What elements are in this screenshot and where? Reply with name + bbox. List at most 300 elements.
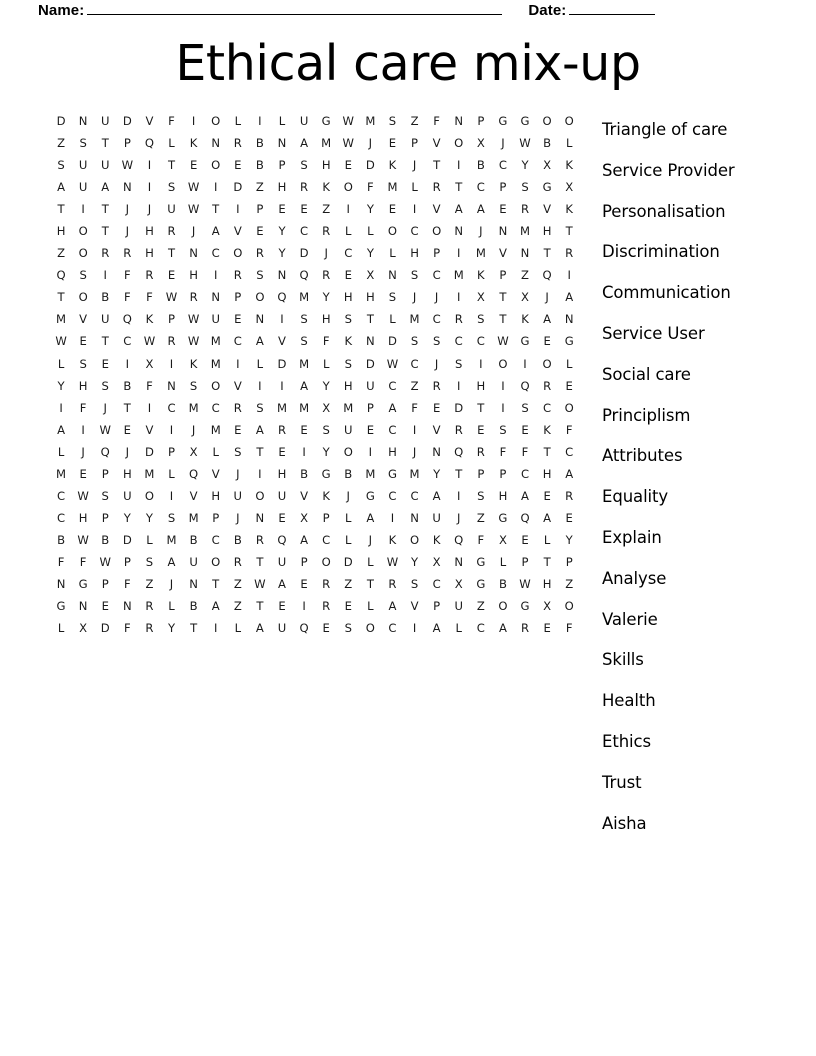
grid-cell[interactable]: R	[454, 312, 463, 327]
grid-cell[interactable]: S	[256, 400, 264, 415]
grid-cell[interactable]: C	[211, 400, 220, 415]
grid-cell[interactable]: V	[189, 488, 198, 503]
grid-cell[interactable]: T	[123, 400, 131, 415]
grid-cell[interactable]: Z	[344, 576, 353, 591]
grid-cell[interactable]: S	[344, 621, 352, 636]
grid-cell[interactable]: T	[190, 621, 198, 636]
grid-cell[interactable]: T	[101, 334, 109, 349]
grid-cell[interactable]: U	[233, 488, 243, 503]
grid-cell[interactable]: E	[234, 158, 242, 173]
grid-cell[interactable]: F	[146, 378, 153, 393]
grid-cell[interactable]: G	[542, 180, 552, 195]
grid-cell[interactable]: C	[498, 158, 507, 173]
grid-cell[interactable]: E	[300, 576, 308, 591]
grid-cell[interactable]: T	[167, 158, 176, 173]
grid-cell[interactable]: O	[78, 224, 88, 239]
grid-cell[interactable]: C	[476, 180, 485, 195]
grid-cell[interactable]: M	[210, 334, 221, 349]
grid-cell[interactable]: R	[432, 378, 441, 393]
grid-cell[interactable]: U	[78, 180, 88, 195]
grid-cell[interactable]: T	[366, 312, 374, 327]
grid-cell[interactable]: H	[388, 444, 397, 459]
grid-cell[interactable]: S	[521, 400, 529, 415]
grid-cell[interactable]: C	[410, 488, 419, 503]
grid-cell[interactable]: R	[233, 268, 242, 283]
grid-cell[interactable]: A	[101, 180, 110, 195]
grid-cell[interactable]: Y	[57, 378, 65, 393]
grid-cell[interactable]: W	[77, 532, 89, 547]
grid-cell[interactable]: B	[498, 576, 507, 591]
grid-cell[interactable]: A	[565, 290, 574, 305]
grid-cell[interactable]: T	[499, 312, 507, 327]
grid-cell[interactable]: D	[122, 114, 132, 128]
grid-cell[interactable]: G	[365, 488, 375, 503]
grid-cell[interactable]: K	[145, 312, 154, 327]
grid-cell[interactable]: V	[79, 312, 88, 327]
grid-cell[interactable]: X	[543, 158, 552, 173]
grid-cell[interactable]: K	[189, 136, 198, 151]
grid-cell[interactable]: C	[476, 334, 485, 349]
grid-cell[interactable]: A	[388, 599, 397, 614]
grid-cell[interactable]: H	[476, 378, 486, 393]
grid-cell[interactable]: S	[477, 488, 485, 503]
grid-cell[interactable]: F	[79, 554, 87, 569]
grid-cell[interactable]: T	[455, 180, 463, 195]
grid-cell[interactable]: F	[521, 444, 529, 459]
grid-cell[interactable]: R	[233, 400, 242, 415]
grid-cell[interactable]: L	[455, 621, 462, 636]
grid-cell[interactable]: K	[477, 268, 485, 283]
grid-cell[interactable]: K	[543, 422, 551, 437]
grid-cell[interactable]: F	[411, 400, 418, 415]
grid-cell[interactable]: C	[344, 246, 353, 261]
grid-cell[interactable]: O	[144, 488, 154, 503]
grid-cell[interactable]: R	[454, 422, 463, 437]
grid-cell[interactable]: T	[499, 290, 507, 305]
grid-cell[interactable]: X	[521, 290, 529, 305]
grid-cell[interactable]: U	[123, 488, 132, 503]
grid-cell[interactable]: M	[365, 114, 376, 128]
grid-cell[interactable]: R	[255, 532, 264, 547]
grid-cell[interactable]: W	[342, 114, 354, 128]
grid-cell[interactable]: O	[542, 114, 552, 128]
grid-cell[interactable]: C	[388, 422, 397, 437]
grid-cell[interactable]: B	[101, 532, 110, 547]
grid-cell[interactable]: Q	[542, 268, 552, 283]
grid-cell[interactable]: M	[188, 400, 199, 415]
grid-cell[interactable]: N	[189, 246, 198, 261]
grid-cell[interactable]: S	[145, 554, 154, 569]
grid-cell[interactable]: S	[432, 334, 441, 349]
word-list-item[interactable]: Ethics	[602, 731, 652, 751]
grid-cell[interactable]: E	[79, 466, 87, 481]
grid-cell[interactable]: Y	[433, 466, 441, 481]
grid-cell[interactable]: O	[233, 246, 243, 261]
grid-cell[interactable]: T	[57, 202, 65, 217]
grid-cell[interactable]: I	[368, 444, 373, 459]
grid-cell[interactable]: P	[411, 136, 419, 151]
word-list-item[interactable]: Skills	[602, 650, 644, 670]
grid-cell[interactable]: R	[255, 246, 264, 261]
grid-cell[interactable]: S	[79, 356, 87, 371]
grid-cell[interactable]: W	[386, 554, 399, 569]
grid-cell[interactable]: Z	[145, 576, 154, 591]
grid-cell[interactable]: R	[565, 246, 574, 261]
grid-cell[interactable]: G	[520, 599, 530, 614]
grid-cell[interactable]: E	[300, 422, 308, 437]
grid-cell[interactable]: J	[457, 510, 461, 525]
grid-cell[interactable]: I	[412, 621, 417, 636]
grid-cell[interactable]: E	[366, 422, 375, 437]
grid-cell[interactable]: O	[321, 554, 331, 569]
grid-cell[interactable]: H	[321, 158, 331, 173]
grid-cell[interactable]: M	[343, 400, 354, 415]
grid-cell[interactable]: J	[236, 510, 240, 525]
grid-cell[interactable]: I	[169, 488, 174, 503]
grid-cell[interactable]: P	[278, 158, 286, 173]
grid-cell[interactable]: T	[543, 246, 551, 261]
grid-cell[interactable]: T	[455, 466, 463, 481]
grid-cell[interactable]: C	[432, 576, 441, 591]
grid-cell[interactable]: L	[367, 599, 374, 614]
grid-cell[interactable]: P	[101, 466, 109, 481]
grid-cell[interactable]: U	[277, 554, 287, 569]
grid-cell[interactable]: O	[343, 180, 353, 195]
grid-cell[interactable]: F	[565, 621, 573, 636]
grid-cell[interactable]: Y	[145, 510, 153, 525]
grid-cell[interactable]: Z	[565, 576, 574, 591]
grid-cell[interactable]: B	[344, 466, 353, 481]
grid-cell[interactable]: S	[167, 510, 176, 525]
grid-cell[interactable]: Q	[520, 378, 530, 393]
grid-cell[interactable]: A	[278, 576, 286, 591]
grid-cell[interactable]: M	[409, 312, 420, 327]
grid-cell[interactable]: L	[389, 246, 396, 261]
grid-cell[interactable]: G	[520, 114, 530, 128]
grid-cell[interactable]: N	[78, 114, 88, 128]
grid-cell[interactable]: X	[476, 136, 485, 151]
grid-cell[interactable]: N	[167, 378, 176, 393]
grid-cell[interactable]: N	[454, 554, 464, 569]
grid-cell[interactable]: I	[479, 356, 483, 371]
grid-cell[interactable]: M	[210, 422, 221, 437]
grid-cell[interactable]: E	[101, 599, 109, 614]
grid-cell[interactable]: W	[99, 554, 111, 569]
grid-cell[interactable]: T	[256, 599, 264, 614]
grid-cell[interactable]: M	[144, 466, 155, 481]
grid-cell[interactable]: N	[122, 180, 132, 195]
grid-cell[interactable]: I	[280, 312, 284, 327]
grid-cell[interactable]: N	[189, 576, 198, 591]
grid-cell[interactable]: R	[277, 422, 287, 437]
grid-cell[interactable]: O	[542, 356, 552, 371]
grid-cell[interactable]: S	[322, 422, 330, 437]
grid-cell[interactable]: P	[234, 290, 242, 305]
grid-cell[interactable]: C	[233, 334, 242, 349]
grid-cell[interactable]: W	[519, 576, 531, 591]
grid-cell[interactable]: F	[123, 268, 131, 283]
grid-cell[interactable]: T	[167, 246, 176, 261]
grid-cell[interactable]: I	[81, 202, 85, 217]
grid-cell[interactable]: C	[388, 378, 397, 393]
grid-cell[interactable]: N	[498, 224, 508, 239]
grid-cell[interactable]: A	[521, 488, 529, 503]
grid-cell[interactable]: R	[322, 224, 331, 239]
grid-cell[interactable]: L	[322, 356, 330, 371]
grid-cell[interactable]: P	[477, 466, 485, 481]
grid-cell[interactable]: P	[101, 576, 109, 591]
grid-cell[interactable]: W	[77, 488, 89, 503]
grid-cell[interactable]: A	[543, 312, 552, 327]
grid-cell[interactable]: Y	[322, 290, 330, 305]
grid-cell[interactable]: V	[145, 114, 154, 128]
grid-cell[interactable]: O	[564, 114, 574, 128]
grid-cell[interactable]: I	[125, 356, 130, 371]
word-list-item[interactable]: Personalisation	[602, 201, 726, 221]
grid-cell[interactable]: M	[56, 466, 67, 481]
grid-cell[interactable]: M	[321, 136, 332, 151]
grid-cell[interactable]: M	[299, 400, 310, 415]
grid-cell[interactable]: C	[410, 224, 419, 239]
grid-cell[interactable]: L	[278, 114, 286, 128]
grid-cell[interactable]: I	[457, 290, 461, 305]
grid-cell[interactable]: M	[365, 466, 376, 481]
grid-cell[interactable]: U	[211, 312, 220, 327]
grid-cell[interactable]: T	[101, 202, 109, 217]
grid-cell[interactable]: O	[211, 114, 221, 128]
grid-cell[interactable]: L	[168, 466, 175, 481]
grid-cell[interactable]: H	[145, 224, 154, 239]
grid-cell[interactable]: O	[211, 554, 221, 569]
grid-cell[interactable]: N	[564, 312, 574, 327]
grid-cell[interactable]: P	[212, 510, 220, 525]
grid-cell[interactable]: N	[454, 114, 464, 128]
grid-cell[interactable]: W	[99, 422, 111, 437]
grid-cell[interactable]: R	[476, 444, 485, 459]
grid-cell[interactable]: R	[233, 136, 242, 151]
grid-cell[interactable]: V	[432, 136, 441, 151]
grid-cell[interactable]: T	[101, 224, 109, 239]
grid-cell[interactable]: L	[256, 356, 264, 371]
grid-cell[interactable]: A	[57, 422, 66, 437]
grid-cell[interactable]: X	[454, 576, 463, 591]
grid-cell[interactable]: H	[498, 488, 508, 503]
grid-cell[interactable]: U	[277, 488, 287, 503]
grid-cell[interactable]: I	[147, 158, 152, 173]
grid-cell[interactable]: S	[499, 422, 507, 437]
grid-cell[interactable]: V	[543, 202, 552, 217]
grid-cell[interactable]: O	[343, 444, 353, 459]
grid-cell[interactable]: H	[542, 466, 552, 481]
grid-cell[interactable]: W	[386, 356, 399, 371]
grid-cell[interactable]: A	[476, 202, 485, 217]
grid-cell[interactable]: I	[258, 378, 262, 393]
grid-cell[interactable]: S	[521, 180, 529, 195]
grid-cell[interactable]: H	[542, 224, 552, 239]
grid-cell[interactable]: Z	[57, 246, 66, 261]
grid-cell[interactable]: N	[78, 599, 88, 614]
grid-cell[interactable]: E	[565, 510, 573, 525]
grid-cell[interactable]: I	[457, 488, 461, 503]
grid-cell[interactable]: M	[210, 356, 221, 371]
grid-cell[interactable]: C	[388, 488, 397, 503]
grid-cell[interactable]: N	[432, 444, 441, 459]
grid-cell[interactable]: J	[103, 400, 107, 415]
grid-cell[interactable]: D	[100, 621, 110, 636]
grid-cell[interactable]: J	[545, 290, 549, 305]
grid-cell[interactable]: I	[457, 158, 461, 173]
grid-cell[interactable]: T	[256, 554, 264, 569]
grid-cell[interactable]: Q	[454, 532, 464, 547]
grid-cell[interactable]: R	[543, 378, 552, 393]
grid-cell[interactable]: R	[565, 488, 574, 503]
grid-cell[interactable]: B	[189, 532, 198, 547]
grid-cell[interactable]: M	[56, 312, 67, 327]
grid-cell[interactable]: H	[78, 510, 88, 525]
grid-cell[interactable]: F	[168, 114, 175, 128]
grid-cell[interactable]: V	[145, 422, 154, 437]
grid-cell[interactable]: Z	[476, 599, 485, 614]
grid-cell[interactable]: M	[299, 290, 310, 305]
grid-cell[interactable]: C	[300, 224, 309, 239]
grid-cell[interactable]: C	[388, 621, 397, 636]
word-list-item[interactable]: Trust	[602, 772, 642, 792]
grid-cell[interactable]: L	[345, 510, 352, 525]
grid-cell[interactable]: S	[477, 312, 485, 327]
grid-cell[interactable]: Y	[366, 202, 374, 217]
grid-cell[interactable]: J	[147, 202, 152, 217]
grid-cell[interactable]: J	[236, 466, 240, 481]
grid-cell[interactable]: C	[543, 400, 552, 415]
grid-cell[interactable]: W	[121, 158, 134, 173]
grid-cell[interactable]: F	[565, 422, 573, 437]
grid-cell[interactable]: U	[432, 510, 441, 525]
grid-cell[interactable]: A	[366, 510, 375, 525]
grid-cell[interactable]: U	[100, 114, 110, 128]
grid-cell[interactable]: H	[366, 290, 375, 305]
grid-cell[interactable]: M	[475, 246, 486, 261]
grid-cell[interactable]: J	[368, 136, 373, 151]
grid-cell[interactable]: D	[365, 158, 375, 173]
grid-cell[interactable]: Z	[255, 180, 264, 195]
grid-cell[interactable]: E	[278, 599, 286, 614]
grid-cell[interactable]: O	[365, 621, 375, 636]
grid-cell[interactable]: P	[366, 400, 374, 415]
grid-cell[interactable]: J	[324, 246, 328, 261]
grid-cell[interactable]: V	[278, 334, 286, 349]
word-list-item[interactable]: Analyse	[602, 568, 667, 588]
grid-cell[interactable]: A	[498, 621, 507, 636]
grid-cell[interactable]: H	[321, 312, 331, 327]
grid-cell[interactable]: Z	[233, 599, 242, 614]
grid-cell[interactable]: N	[277, 268, 287, 283]
grid-cell[interactable]: J	[368, 532, 373, 547]
grid-cell[interactable]: C	[167, 400, 176, 415]
grid-cell[interactable]: I	[191, 114, 196, 128]
grid-cell[interactable]: P	[322, 510, 330, 525]
grid-cell[interactable]: G	[78, 576, 88, 591]
grid-cell[interactable]: E	[344, 599, 352, 614]
grid-cell[interactable]: L	[565, 136, 573, 151]
grid-cell[interactable]: S	[79, 136, 87, 151]
grid-cell[interactable]: L	[234, 114, 242, 128]
grid-cell[interactable]: N	[454, 224, 464, 239]
grid-cell[interactable]: S	[410, 576, 419, 591]
grid-cell[interactable]: I	[501, 400, 505, 415]
grid-cell[interactable]: B	[57, 532, 66, 547]
grid-cell[interactable]: C	[410, 356, 419, 371]
grid-cell[interactable]: E	[234, 312, 242, 327]
grid-cell[interactable]: E	[278, 510, 286, 525]
grid-cell[interactable]: S	[189, 378, 198, 393]
grid-cell[interactable]: L	[57, 621, 65, 636]
grid-cell[interactable]: I	[169, 356, 174, 371]
grid-cell[interactable]: W	[187, 202, 200, 217]
grid-cell[interactable]: V	[432, 202, 441, 217]
grid-cell[interactable]: H	[542, 576, 552, 591]
grid-cell[interactable]: E	[101, 356, 109, 371]
grid-cell[interactable]: S	[410, 334, 419, 349]
grid-cell[interactable]: U	[100, 158, 110, 173]
grid-cell[interactable]: G	[321, 114, 331, 128]
grid-cell[interactable]: H	[189, 268, 198, 283]
grid-cell[interactable]: L	[212, 444, 219, 459]
grid-cell[interactable]: B	[233, 532, 242, 547]
grid-cell[interactable]: Q	[520, 510, 530, 525]
grid-cell[interactable]: I	[501, 378, 505, 393]
grid-cell[interactable]: L	[345, 224, 352, 239]
grid-cell[interactable]: I	[213, 621, 218, 636]
grid-cell[interactable]: C	[432, 312, 441, 327]
grid-cell[interactable]: C	[211, 246, 220, 261]
grid-cell[interactable]: T	[212, 202, 220, 217]
grid-cell[interactable]: L	[411, 180, 418, 195]
grid-cell[interactable]: R	[167, 224, 176, 239]
grid-cell[interactable]: K	[388, 158, 397, 173]
grid-cell[interactable]: L	[565, 356, 573, 371]
grid-cell[interactable]: Y	[565, 532, 573, 547]
grid-cell[interactable]: N	[211, 136, 221, 151]
grid-cell[interactable]: L	[57, 356, 65, 371]
grid-cell[interactable]: E	[344, 158, 352, 173]
grid-cell[interactable]: T	[543, 444, 551, 459]
grid-cell[interactable]: D	[144, 444, 154, 459]
grid-cell[interactable]: U	[78, 158, 88, 173]
grid-cell[interactable]: J	[191, 422, 196, 437]
grid-cell[interactable]: J	[125, 202, 130, 217]
grid-cell[interactable]: I	[457, 378, 461, 393]
grid-cell[interactable]: I	[147, 400, 152, 415]
grid-cell[interactable]: F	[367, 180, 374, 195]
grid-cell[interactable]: M	[276, 400, 287, 415]
grid-cell[interactable]: N	[520, 246, 530, 261]
grid-cell[interactable]: E	[167, 268, 176, 283]
grid-cell[interactable]: C	[565, 444, 574, 459]
grid-cell[interactable]: J	[191, 224, 196, 239]
grid-cell[interactable]: S	[101, 488, 109, 503]
grid-cell[interactable]: X	[543, 599, 552, 614]
grid-cell[interactable]: W	[187, 180, 200, 195]
grid-cell[interactable]: S	[79, 268, 87, 283]
grid-cell[interactable]: T	[477, 400, 485, 415]
grid-cell[interactable]: D	[233, 180, 243, 195]
grid-cell[interactable]: Y	[411, 554, 419, 569]
grid-cell[interactable]: O	[78, 246, 88, 261]
grid-cell[interactable]: I	[258, 114, 262, 128]
grid-cell[interactable]: S	[300, 158, 308, 173]
grid-cell[interactable]: U	[454, 599, 463, 614]
grid-cell[interactable]: G	[476, 576, 486, 591]
